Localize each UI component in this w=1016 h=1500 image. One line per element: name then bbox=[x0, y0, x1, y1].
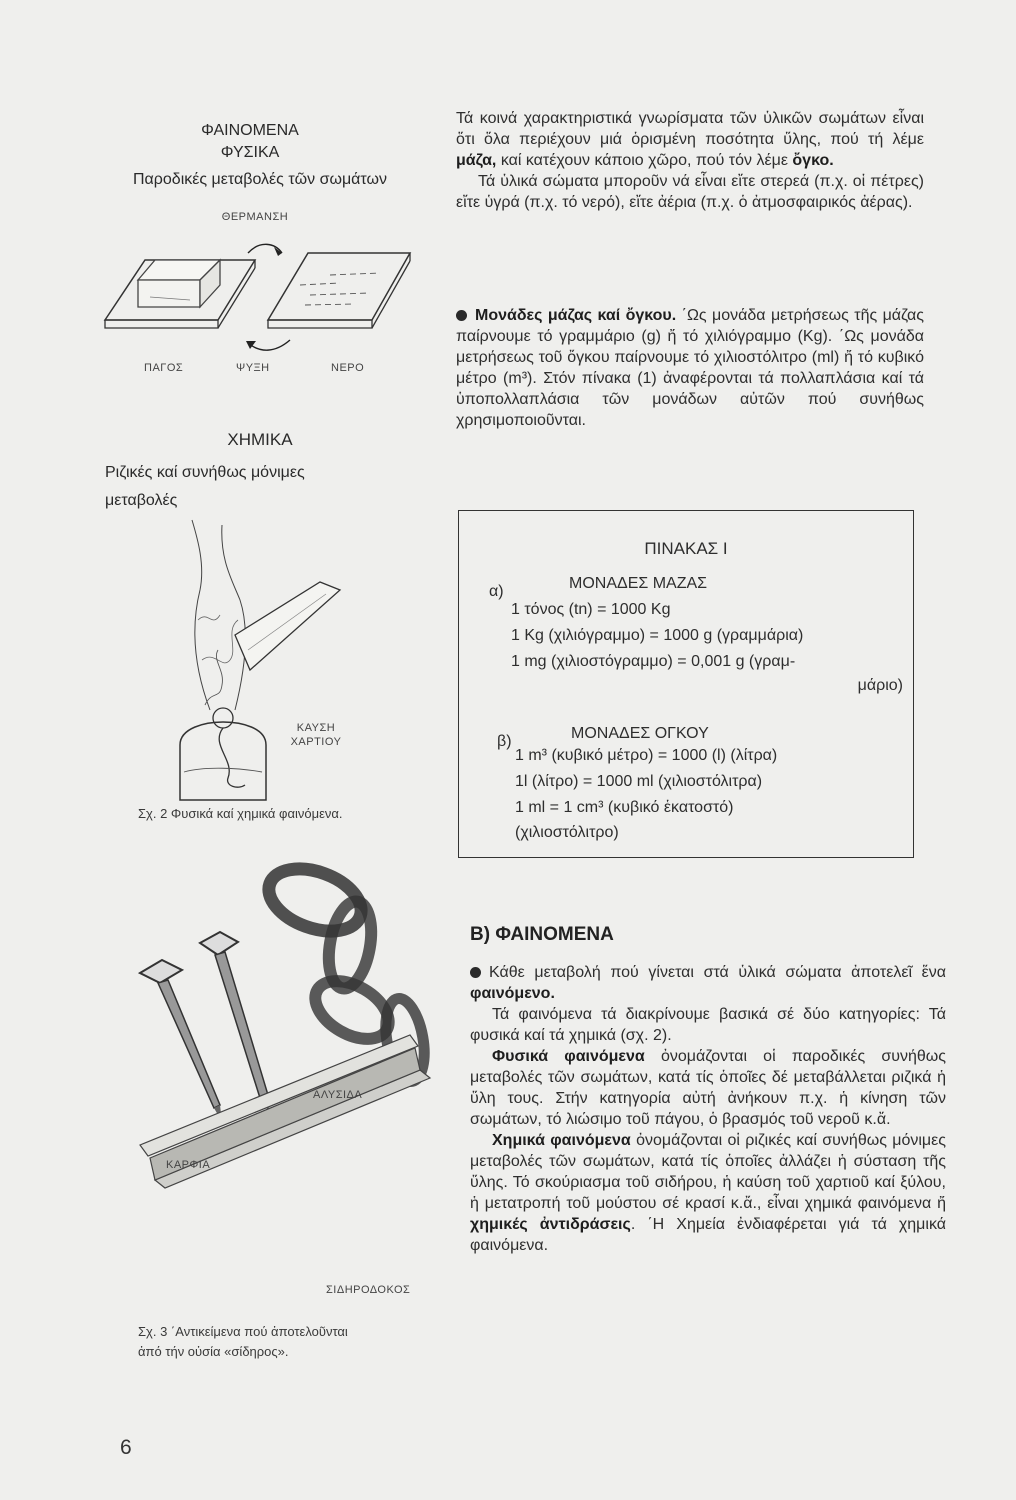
intro-p1-b: καί κατέχουν κάποιο χῶρο, πού τόν λέμε bbox=[496, 152, 793, 169]
phenomena-p2: Τά φαινόμενα τά διακρίνουμε βασικά σέ δύο κατηγορίες: Τά φυσικά καί τά χημικά (σχ. 2). bbox=[470, 1006, 946, 1044]
volume-row: 1 m³ (κυβικό μέτρο) = 1000 (l) (λίτρα) bbox=[515, 747, 778, 764]
mass-header: ΜΟΝΑΔΕΣ ΜΑΖΑΣ bbox=[569, 575, 708, 592]
chemical-phenomena-header: ΧΗΜΙΚΑ bbox=[227, 430, 293, 449]
phenomena-p4-text2: . ΄Η Χημεία ἐνδιαφέρεται γιά τά χημικά φαινόμενα. bbox=[470, 1216, 947, 1254]
figure3-caption-line2: ἀπό τήν οὐσία «σίδηρος». bbox=[138, 1344, 289, 1359]
units-table bbox=[458, 510, 914, 858]
ice-label: ΠΑΓΟΣ bbox=[144, 362, 184, 374]
phenomena-section bbox=[470, 962, 946, 1256]
units-text: ΄Ως μονάδα μετρήσεως τῆς μάζας παίρνουμε τό γραμμάριο (g) ἤ τό χιλιόγραμμο (Kg). ΄Ως μονάδα μετρήσεως τοῦ ὄγκου παίρνουμε τό χιλιοστόλιτρο (ml) ἤ τό κυβικό μέτρο (m³). Στόν πίνακα (1) ἀναφέρονται τά πολλαπλάσια καί τά ὑποπολλαπλάσια τῶν μονάδων αὐτῶν πού συνήθως χρησιμοποιοῦνται. bbox=[456, 307, 924, 429]
intro-p2: Τά ὑλικά σώματα μποροῦν νά εἶναι εἴτε στερεά (π.χ. οἱ πέτρες) εἴτε ὑγρά (π.χ. τό νερό), εἴτε ἀέρια (π.χ. ὁ ἀτμοσφαιρικός ἀέρας). bbox=[456, 173, 924, 211]
bullet-icon bbox=[456, 310, 467, 321]
physical-phenomena-header: ΦΑΙΝΟΜΕΝΑ bbox=[201, 122, 299, 139]
phenomenon-term: φαινόμενο. bbox=[470, 985, 555, 1002]
intro-p1-a: Τά κοινά χαρακτηριστικά γνωρίσματα τῶν ὑλικῶν σωμάτων εἶναι ὅτι ὅλα περιέχουν μιά ὁρισμένη ποσότητα ὕλης, πού τή λέμε bbox=[456, 110, 924, 148]
burning-label-line2: ΧΑΡΤΙΟΥ bbox=[290, 736, 342, 748]
water-label: ΝΕΡΟ bbox=[331, 362, 365, 374]
units-heading: Μονάδες μάζας καί ὄγκου. bbox=[475, 307, 677, 324]
volume-row: 1 ml = 1 cm³ (κυβικό ἑκατοστό) bbox=[515, 799, 734, 816]
mass-row: 1 τόνος (tn) = 1000 Kg bbox=[511, 601, 671, 618]
phenomena-p3-text: ὀνομάζονται οἱ παροδικές συνήθως μεταβολές τῶν σωμάτων, κατά τίς ὁποῖες δέ μεταβάλλεται ριζικά ἡ ὕλη τους. Στήν κατηγορία αὐτή ἀνήκουν π.χ. ἡ κίνηση τῶν σωμάτων, τό λιώσιμο τοῦ πάγου, ὁ βρασμός τοῦ νεροῦ κ.ἄ. bbox=[470, 1048, 946, 1128]
burning-paper-illustration bbox=[150, 510, 380, 800]
chemical-reactions-term: χημικές ἀντιδράσεις bbox=[470, 1216, 631, 1233]
phenomena-heading: Β) ΦΑΙΝΟΜΕΝΑ bbox=[470, 924, 614, 945]
page-number: 6 bbox=[120, 1436, 132, 1459]
physical-caption: Παροδικές μεταβολές τῶν σωμάτων bbox=[132, 171, 387, 188]
nail-label: ΚΑΡΦΙΑ bbox=[166, 1159, 211, 1171]
iron-objects-illustration bbox=[120, 860, 450, 1190]
volume-row: (χιλιοστόλιτρο) bbox=[515, 824, 619, 841]
burning-label-line1: ΚΑΥΣΗ bbox=[296, 722, 336, 734]
chemical-caption-line2: μεταβολές bbox=[105, 492, 178, 509]
bullet-icon bbox=[470, 967, 481, 978]
cooling-label: ΨΥΞΗ bbox=[236, 362, 270, 374]
heating-label: ΘΕΡΜΑΝΣΗ bbox=[221, 211, 289, 223]
volume-row: 1l (λίτρο) = 1000 ml (χιλιοστόλιτρα) bbox=[515, 773, 763, 790]
chemical-caption-line1: Ριζικές καί συνήθως μόνιμες bbox=[105, 464, 305, 481]
physical-phenomena-term: Φυσικά φαινόμενα bbox=[492, 1048, 645, 1065]
mass-row: μάριο) bbox=[857, 677, 903, 694]
mass-marker: α) bbox=[489, 583, 504, 600]
mass-row: 1 mg (χιλιοστόγραμμο) = 0,001 g (γραμ- bbox=[511, 653, 796, 670]
figure3-caption-line1: Σχ. 3 ΄Αντικείμενα πού ἀποτελοῦνται bbox=[138, 1324, 348, 1339]
ice-water-illustration bbox=[100, 225, 440, 375]
volume-marker: β) bbox=[497, 733, 512, 750]
table-title: ΠΙΝΑΚΑΣ Ι bbox=[644, 539, 728, 558]
chemical-phenomena-term: Χημικά φαινόμενα bbox=[492, 1132, 631, 1149]
units-section bbox=[456, 305, 924, 431]
phenomena-p1-a: Κάθε μεταβολή πού γίνεται στά ὑλικά σώματα ἀποτελεῖ ἕνα bbox=[489, 964, 946, 981]
mass-term: μάζα, bbox=[456, 152, 497, 169]
beam-label: ΣΙΔΗΡΟΔΟΚΟΣ bbox=[326, 1284, 411, 1296]
volume-header: ΜΟΝΑΔΕΣ ΟΓΚΟΥ bbox=[571, 725, 709, 742]
phenomena-p4-text: ὀνομάζονται οἱ ριζικές καί συνήθως μόνιμες μεταβολές τῶν σωμάτων, κατά τίς ὁποῖες ἀλλάζει ἡ σύσταση τῆς ὕλης. Τό σκούριασμα τοῦ σιδήρου, ἡ καύση τοῦ χαρτιοῦ καί ξύλου, ἡ μετατροπή τοῦ μούστου σέ κρασί κ.ἄ., εἶναι χημικά φαινόμενα ἤ bbox=[470, 1132, 946, 1212]
mass-row: 1 Kg (χιλιόγραμμο) = 1000 g (γραμμάρια) bbox=[511, 627, 804, 644]
physical-subheader: ΦΥΣΙΚΑ bbox=[220, 144, 280, 161]
chain-label: ΑΛΥΣΙΔΑ bbox=[313, 1089, 363, 1101]
figure2-caption: Σχ. 2 Φυσικά καί χημικά φαινόμενα. bbox=[138, 806, 343, 821]
intro-section bbox=[456, 108, 924, 213]
volume-term: ὄγκο. bbox=[792, 152, 834, 169]
